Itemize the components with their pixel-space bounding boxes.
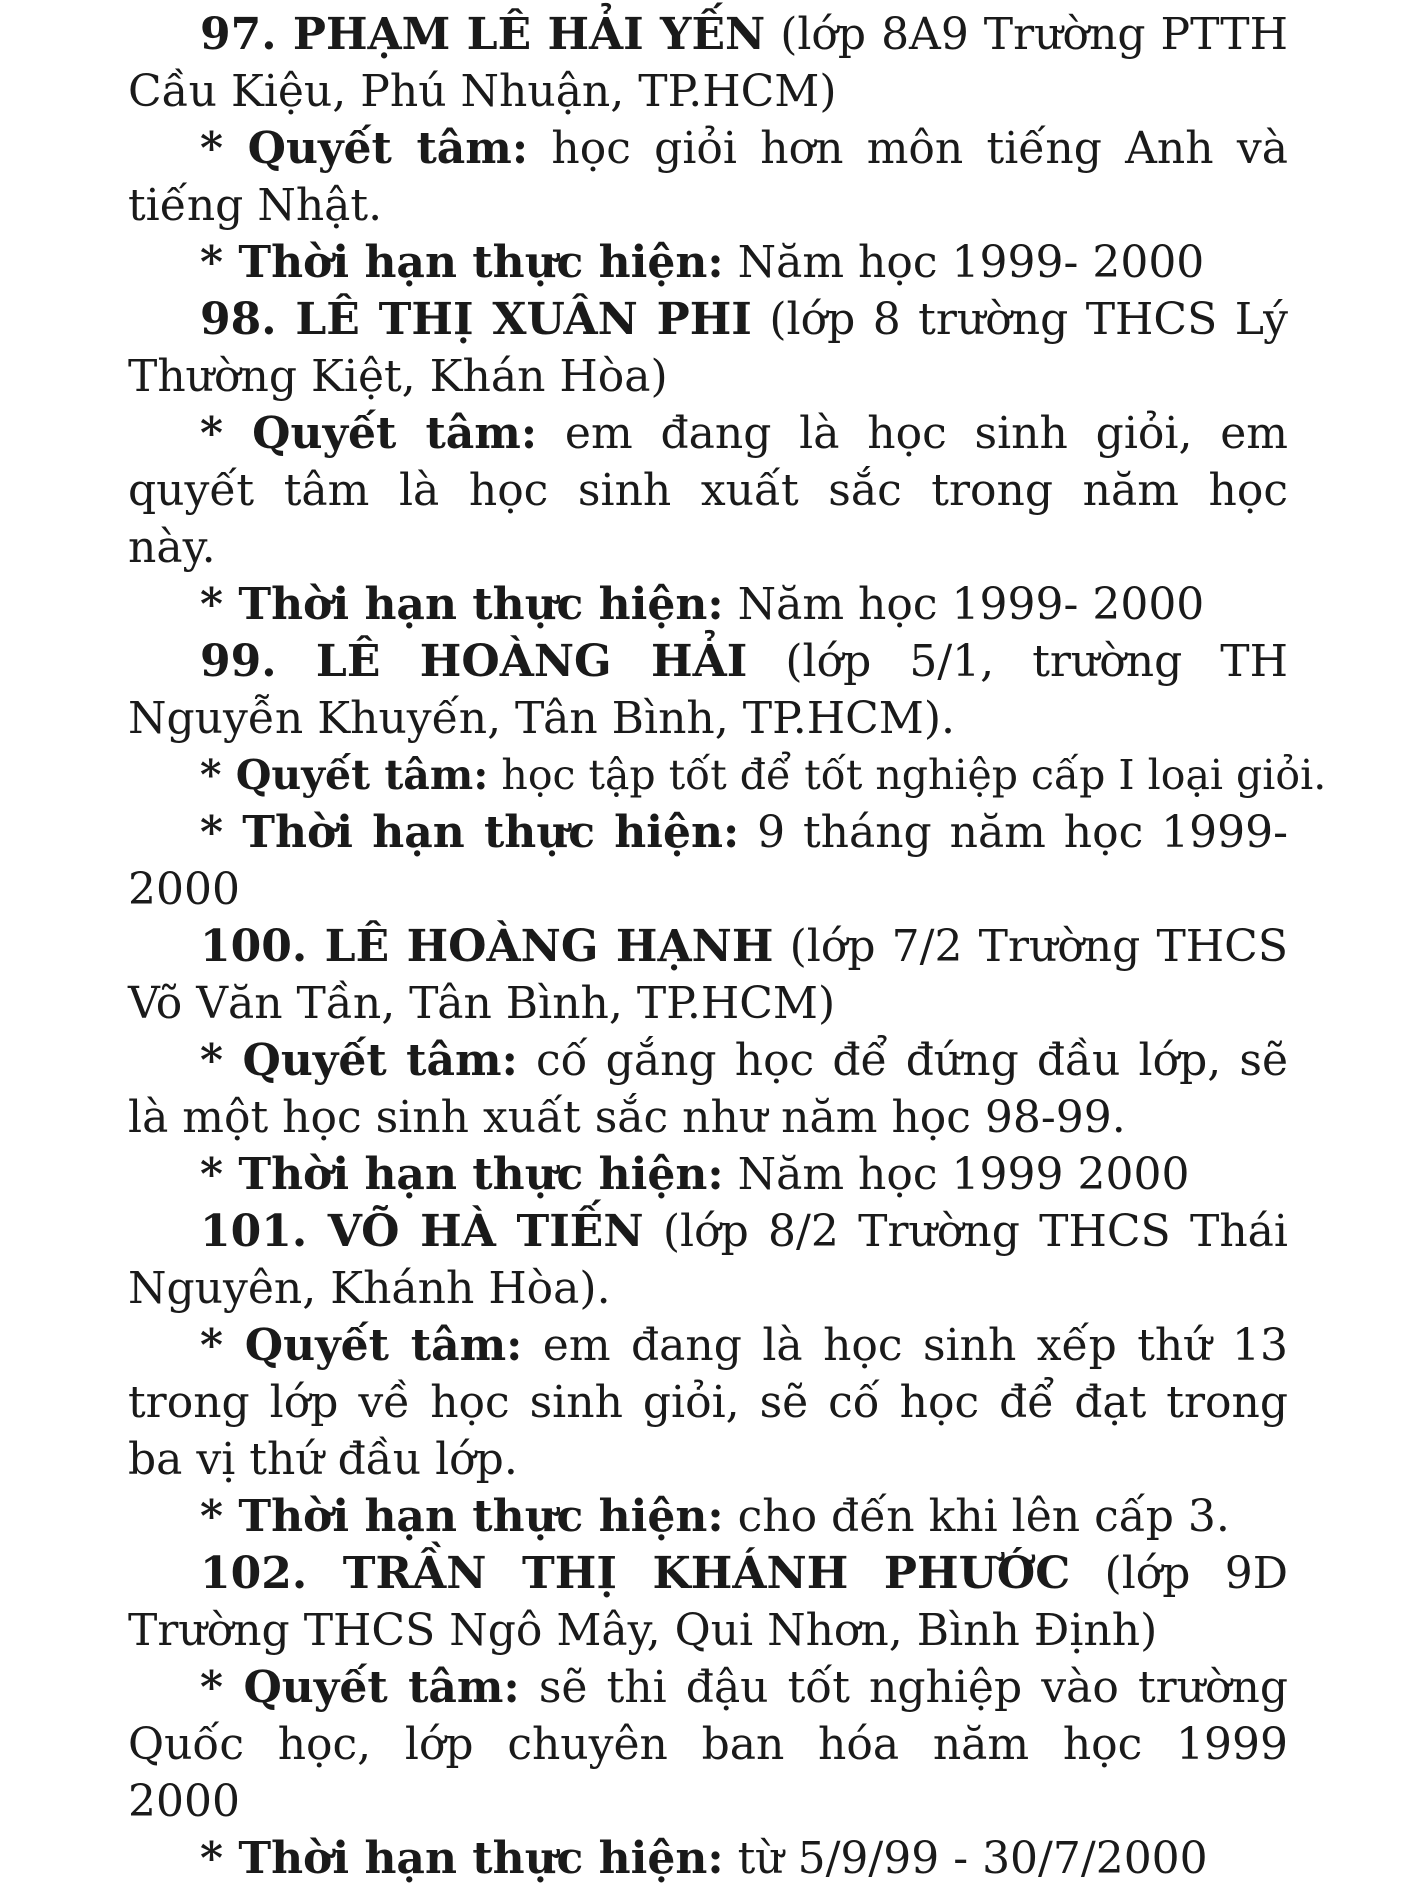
entry-header-line (128, 1545, 1288, 1602)
quyet-tam-label: * Quyết tâm: (200, 123, 529, 174)
quyet-tam-label: * Quyết tâm: (200, 1035, 518, 1086)
quyet-tam-line (128, 1773, 1288, 1830)
quyet-tam-line (128, 462, 1288, 519)
entry-school: Võ Văn Tần, Tân Bình, TP.HCM) (128, 978, 836, 1029)
entry-header-line (128, 348, 1288, 405)
thoi-han-label: * Thời hạn thực hiện: (200, 579, 724, 630)
entry-school: Nguyễn Khuyến, Tân Bình, TP.HCM). (128, 693, 955, 744)
entry-school: (lớp 8/2 Trường THCS Thái (643, 1206, 1288, 1257)
thoi-han-line (128, 1146, 1288, 1203)
document-page (128, 0, 1327, 1884)
quyet-tam-line (128, 1032, 1288, 1089)
quyet-tam-line (128, 1317, 1288, 1374)
quyet-tam-text: này. (128, 522, 216, 573)
entry-school: (lớp 8 trường THCS Lý (751, 294, 1289, 345)
quyet-tam-text: ba vị thứ đầu lớp. (128, 1434, 518, 1485)
entry-name: 99. LÊ HOÀNG HẢI (200, 636, 748, 687)
quyet-tam-text: trong lớp về học sinh giỏi, sẽ cố học để đạt trong (128, 1377, 1288, 1428)
entry-101 (128, 1203, 1288, 1545)
quyet-tam-label: * Quyết tâm: (200, 751, 489, 799)
entry-school: (lớp 9D (1070, 1548, 1288, 1599)
quyet-tam-text: Quốc học, lớp chuyên ban hóa năm học 1999 (128, 1719, 1288, 1770)
entry-name: 97. PHẠM LÊ HẢI YẾN (200, 9, 766, 60)
thoi-han-text: cho đến khi lên cấp 3. (723, 1491, 1230, 1542)
entry-school: (lớp 8A9 Trường PTTH (765, 9, 1288, 60)
quyet-tam-text: 2000 (128, 1776, 240, 1827)
entry-name: 98. LÊ THỊ XUÂN PHI (200, 294, 752, 345)
quyet-tam-line (128, 747, 1327, 804)
entry-name: 102. TRẦN THỊ KHÁNH PHƯỚC (200, 1548, 1071, 1599)
entry-school: Nguyên, Khánh Hòa). (128, 1263, 611, 1314)
thoi-han-text: Năm học 1999- 2000 (723, 579, 1205, 630)
quyet-tam-line (128, 1716, 1288, 1773)
thoi-han-text: 2000 (128, 864, 240, 915)
entry-98 (128, 291, 1288, 633)
entry-name: 101. VÕ HÀ TIẾN (200, 1206, 644, 1257)
thoi-han-text: 9 tháng năm học 1999- (739, 807, 1288, 858)
quyet-tam-text: cố gắng học để đứng đầu lớp, sẽ (517, 1035, 1288, 1086)
thoi-han-label: * Thời hạn thực hiện: (200, 1149, 724, 1200)
quyet-tam-text: học giỏi hơn môn tiếng Anh và (528, 123, 1288, 174)
quyet-tam-label: * Quyết tâm: (200, 408, 538, 459)
quyet-tam-line (128, 120, 1288, 177)
thoi-han-label: * Thời hạn thực hiện: (200, 807, 740, 858)
thoi-han-label: * Thời hạn thực hiện: (200, 1833, 724, 1884)
quyet-tam-line (128, 405, 1288, 462)
thoi-han-label: * Thời hạn thực hiện: (200, 237, 724, 288)
entry-header-line (128, 1260, 1288, 1317)
entry-header-line (128, 291, 1288, 348)
entry-header-line (128, 63, 1288, 120)
quyet-tam-label: * Quyết tâm: (200, 1320, 523, 1371)
entry-school: (lớp 7/2 Trường THCS (773, 921, 1288, 972)
entry-102 (128, 1545, 1288, 1887)
quyet-tam-text: quyết tâm là học sinh xuất sắc trong năm học (128, 465, 1288, 516)
thoi-han-line (128, 1830, 1288, 1887)
entry-header-line (128, 633, 1288, 690)
entry-header-line (128, 918, 1288, 975)
entry-header-line (128, 690, 1288, 747)
thoi-han-line (128, 576, 1288, 633)
entry-header-line (128, 6, 1288, 63)
thoi-han-line (128, 861, 1288, 918)
thoi-han-line (128, 234, 1288, 291)
entry-header-line (128, 1602, 1288, 1659)
entry-school: Cầu Kiệu, Phú Nhuận, TP.HCM) (128, 66, 837, 117)
entry-header-line (128, 1203, 1288, 1260)
entry-name: 100. LÊ HOÀNG HẠNH (200, 921, 774, 972)
entry-school: Trường THCS Ngô Mây, Qui Nhơn, Bình Định) (128, 1605, 1158, 1656)
entry-header-line (128, 975, 1288, 1032)
quyet-tam-line (128, 1431, 1288, 1488)
entry-school: (lớp 5/1, trường TH (747, 636, 1289, 687)
entry-100 (128, 918, 1288, 1203)
quyet-tam-line (128, 1659, 1288, 1716)
thoi-han-text: Năm học 1999- 2000 (723, 237, 1205, 288)
thoi-han-line (128, 804, 1288, 861)
quyet-tam-line (128, 519, 1288, 576)
quyet-tam-text: học tập tốt để tốt nghiệp cấp I loại giỏi. (488, 751, 1327, 799)
quyet-tam-line (128, 177, 1288, 234)
quyet-tam-text: sẽ thi đậu tốt nghiệp vào trường (519, 1662, 1288, 1713)
quyet-tam-text: tiếng Nhật. (128, 180, 383, 231)
quyet-tam-text: là một học sinh xuất sắc như năm học 98-99. (128, 1092, 1126, 1143)
thoi-han-line (128, 1488, 1288, 1545)
quyet-tam-line (128, 1089, 1288, 1146)
entry-99 (128, 633, 1327, 918)
thoi-han-label: * Thời hạn thực hiện: (200, 1491, 724, 1542)
thoi-han-text: Năm học 1999 2000 (723, 1149, 1190, 1200)
quyet-tam-text: em đang là học sinh giỏi, em (537, 408, 1288, 459)
entry-97 (128, 6, 1288, 291)
thoi-han-text: từ 5/9/99 - 30/7/2000 (723, 1833, 1208, 1884)
entry-school: Thường Kiệt, Khán Hòa) (128, 351, 668, 402)
quyet-tam-label: * Quyết tâm: (200, 1662, 520, 1713)
quyet-tam-text: em đang là học sinh xếp thứ 13 (522, 1320, 1288, 1371)
quyet-tam-line (128, 1374, 1288, 1431)
